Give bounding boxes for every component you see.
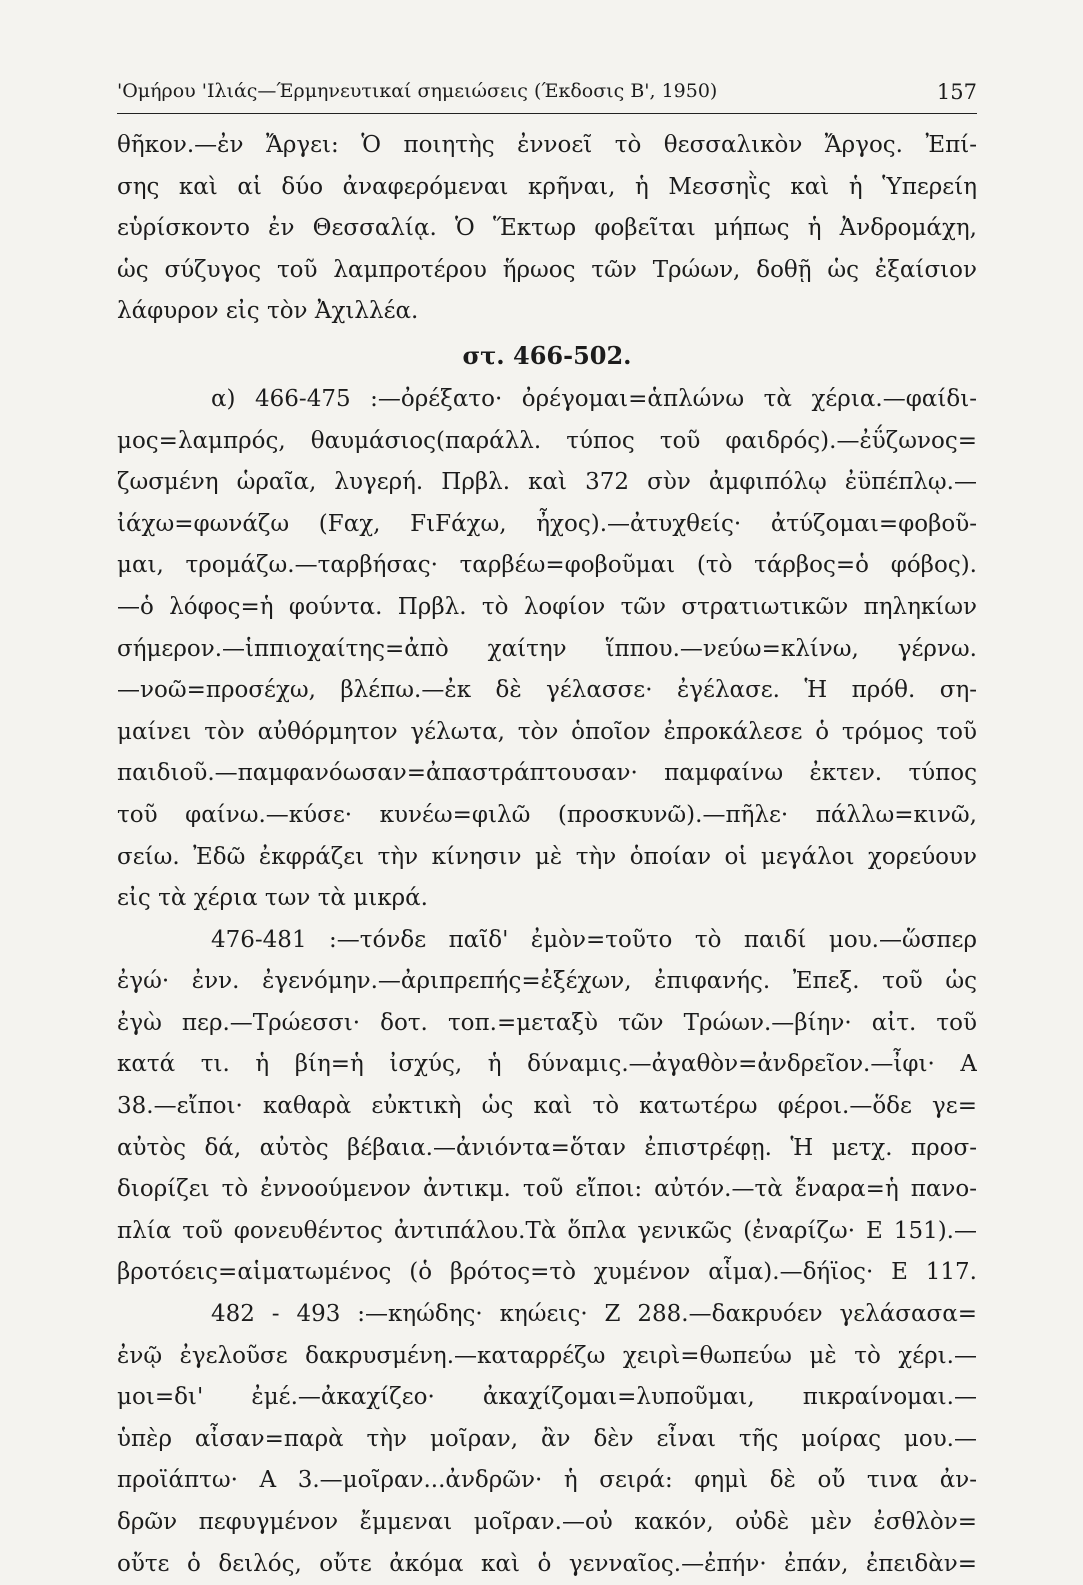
text-line: βροτόεις=αἱματωμένος (ὁ βρότος=τὸ χυμένον αἷμα).—δήϊος· Ε 117. xyxy=(117,1259,977,1286)
text-line: δρῶν πεφυγμένον ἔμμεναι μοῖραν.—οὐ κακόν, οὐδὲ μὲν ἐσθλὸν= xyxy=(117,1509,977,1535)
text-line: α) 466-475 :—ὀρέξατο· ὀρέγομαι=ἁπλώνω τὰ χέρια.—φαίδι- xyxy=(211,385,977,412)
text-line: ζωσμένη ὡραῖα, λυγερή. Πρβλ. καὶ 372 σὺν ἀμφιπόλῳ ἐϋπέπλῳ.— xyxy=(117,469,977,496)
page-number: 157 xyxy=(936,80,977,104)
text-line: τοῦ φαίνω.—κύσε· κυνέω=φιλῶ (προσκυνῶ).—πῆλε· πάλλω=κινῶ, xyxy=(117,801,977,828)
text-line: παιδιοῦ.—παμφανόωσαν=ἀπαστράπτουσαν· παμφαίνω ἐκτεν. τύπος xyxy=(117,760,977,787)
text-line: μαίνει τὸν αὐθόρμητον γέλωτα, τὸν ὁποῖον ἐπροκάλεσε ὁ τρόμος τοῦ xyxy=(117,718,977,745)
text-line: ἐνῷ ἐγελοῦσε δακρυσμένη.—καταρρέζω χειρὶ=θωπεύω μὲ τὸ χέρι.— xyxy=(117,1342,977,1369)
running-header xyxy=(117,80,977,102)
running-title: 'Ομήρου 'Ιλιάς—Έρμηνευτικαί σημειώσεις (Έκδοσις Β', 1950) xyxy=(117,80,718,102)
text-line: εὑρίσκοντο ἐν Θεσσαλίᾳ. Ὁ Ἕκτωρ φοβεῖται μήπως ἡ Ἀνδρομάχη, xyxy=(117,215,977,242)
text-line: ἐγώ· ἐνν. ἐγενόμην.—ἀριπρεπής=ἐξέχων, ἐπιφανής. Ἐπεξ. τοῦ ὡς xyxy=(117,968,977,995)
text-line: 482 - 493 :—κηώδης· κηώεις· Ζ 288.—δακρυόεν γελάσασα= xyxy=(211,1301,977,1328)
text-line: εἰς τὰ χέρια των τὰ μικρά. xyxy=(117,885,428,912)
text-line: αὐτὸς δά, αὐτὸς βέβαια.—ἀνιόντα=ὅταν ἐπιστρέφῃ. Ἡ μετχ. προσ- xyxy=(117,1134,977,1161)
section-title: στ. 466-502. xyxy=(462,340,632,370)
text-line: 38.—εἴποι· καθαρὰ εὐκτικὴ ὡς καὶ τὸ κατωτέρω φέροι.—ὅδε γε= xyxy=(117,1093,977,1120)
header-rule xyxy=(117,113,977,114)
text-line: 476-481 :—τόνδε παῖδ' ἐμὸν=τοῦτο τὸ παιδί μου.—ὥσπερ xyxy=(211,926,977,953)
text-line: —ὁ λόφος=ἡ φούντα. Πρβλ. τὸ λοφίον τῶν στρατιωτικῶν πηληκίων xyxy=(117,593,977,620)
text-line: ἰάχω=φωνάζω (Fαχ, FιFάχω, ἦχος).—ἀτυχθείς· ἀτύζομαι=φοβοῦ- xyxy=(117,510,977,537)
text-line: διορίζει τὸ ἐννοούμενον ἀντικμ. τοῦ εἴποι: αὐτόν.—τὰ ἔναρα=ἡ πανο- xyxy=(117,1176,977,1203)
text-line: προϊάπτω· Α 3.—μοῖραν...ἀνδρῶν· ἡ σειρά: φημὶ δὲ οὔ τινα ἀν- xyxy=(117,1467,977,1494)
text-line: μοι=δι' ἐμέ.—ἀκαχίζεο· ἀκαχίζομαι=λυποῦμαι, πικραίνομαι.— xyxy=(117,1384,977,1411)
text-line: ὑπὲρ αἶσαν=παρὰ τὴν μοῖραν, ἂν δὲν εἶναι τῆς μοίρας μου.— xyxy=(117,1425,977,1452)
text-line: σήμερον.—ἱππιοχαίτης=ἀπὸ χαίτην ἵππου.—νεύω=κλίνω, γέρνω. xyxy=(117,635,977,662)
text-line: μος=λαμπρός, θαυμάσιος(παράλλ. τύπος τοῦ φαιδρός).—ἐΰζωνος= xyxy=(117,427,977,454)
text-line: οὔτε ὁ δειλός, οὔτε ἀκόμα καὶ ὁ γενναῖος.—ἐπήν· ἐπάν, ἐπειδὰν= xyxy=(117,1550,977,1577)
text-line: πλία τοῦ φονευθέντος ἀντιπάλου.Τὰ ὅπλα γενικῶς (ἐναρίζω· Ε 151).— xyxy=(117,1217,977,1244)
text-line: κατά τι. ἡ βίη=ἡ ἰσχύς, ἡ δύναμις.—ἀγαθὸν=ἀνδρεῖον.—ἶφι· Α xyxy=(117,1051,977,1078)
text-line: ἐγὼ περ.—Τρώεσσι· δοτ. τοπ.=μεταξὺ τῶν Τρώων.—βίην· αἰτ. τοῦ xyxy=(117,1009,977,1036)
text-line: θῆκον.—ἐν Ἄργει: Ὁ ποιητὴς ἐννοεῖ τὸ θεσσαλικὸν Ἄργος. Ἐπί- xyxy=(117,132,977,158)
text-line: ὡς σύζυγος τοῦ λαμπροτέρου ἥρωος τῶν Τρώων, δοθῇ ὡς ἐξαίσιον xyxy=(117,256,977,283)
text-line: —νοῶ=προσέχω, βλέπω.—ἐκ δὲ γέλασσε· ἐγέλασε. Ἡ πρόθ. ση- xyxy=(117,677,977,704)
text-line: σείω. Ἐδῶ ἐκφράζει τὴν κίνησιν μὲ τὴν ὁποίαν οἱ μεγάλοι χορεύουν xyxy=(117,843,977,870)
text-line: μαι, τρομάζω.—ταρβήσας· ταρβέω=φοβοῦμαι (τὸ τάρβος=ὁ φόβος). xyxy=(117,552,977,579)
commentary-text xyxy=(117,125,977,1585)
text-line: λάφυρον εἰς τὸν Ἀχιλλέα. xyxy=(117,298,419,325)
text-line: σης καὶ αἱ δύο ἀναφερόμεναι κρῆναι, ἡ Μεσσηῒς καὶ ἡ Ὑπερείη xyxy=(117,173,977,200)
